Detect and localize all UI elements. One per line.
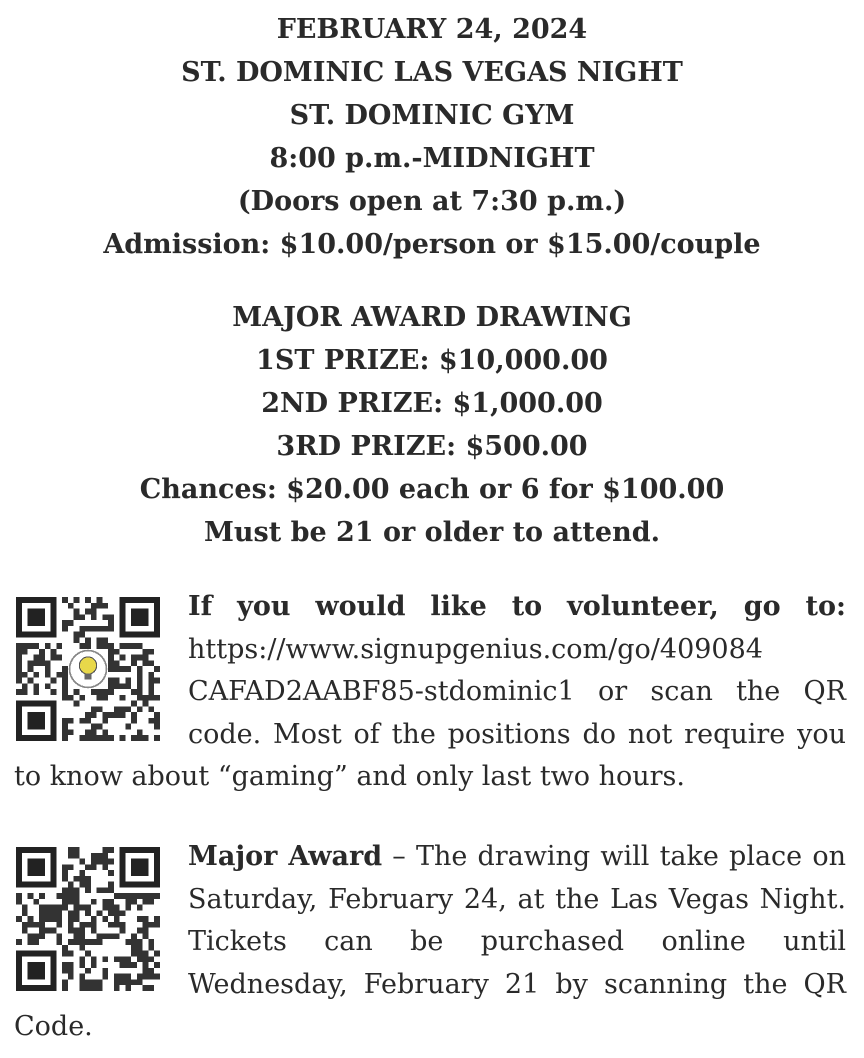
- event-date: FEBRUARY 24, 2024: [276, 14, 588, 45]
- event-time: 8:00 p.m.-MIDNIGHT: [269, 143, 595, 174]
- event-doors: (Doors open at 7:30 p.m.): [237, 186, 627, 217]
- major-award-body: – The drawing will take place on Saturday, February 24, at the Las Vegas Night. Tickets can be purchased online until Wednesday, February 21 by scanning the QR Code.: [14, 841, 846, 1042]
- volunteer-qr-code[interactable]: [16, 597, 160, 741]
- major-award-heading: Major Award: [188, 841, 383, 872]
- award-title: MAJOR AWARD DRAWING: [232, 302, 632, 333]
- third-prize: 3RD PRIZE: $500.00: [276, 431, 588, 462]
- volunteer-body: https://www.signupgenius.com/go/409084 CAFAD2AABF85-stdominic1 or scan the QR code. Most of the positions do not require you to know about “gaming” and only last two hours.: [14, 633, 846, 792]
- qr-code-graphic: [16, 847, 160, 991]
- event-venue: ST. DOMINIC GYM: [289, 100, 575, 131]
- event-admission: Admission: $10.00/person or $15.00/couple: [103, 229, 761, 260]
- award-details: [0, 296, 864, 554]
- age-requirement: Must be 21 or older to attend.: [203, 517, 660, 548]
- first-prize: 1ST PRIZE: $10,000.00: [256, 345, 608, 376]
- qr-code-graphic: [16, 597, 160, 741]
- second-prize: 2ND PRIZE: $1,000.00: [261, 388, 603, 419]
- event-title: ST. DOMINIC LAS VEGAS NIGHT: [181, 57, 683, 88]
- lightbulb-icon: [70, 651, 107, 688]
- major-award-qr-code[interactable]: [16, 847, 160, 991]
- chances-price: Chances: $20.00 each or 6 for $100.00: [139, 474, 725, 505]
- event-details: [0, 8, 864, 266]
- volunteer-heading: If you would like to volunteer, go to:: [188, 591, 846, 622]
